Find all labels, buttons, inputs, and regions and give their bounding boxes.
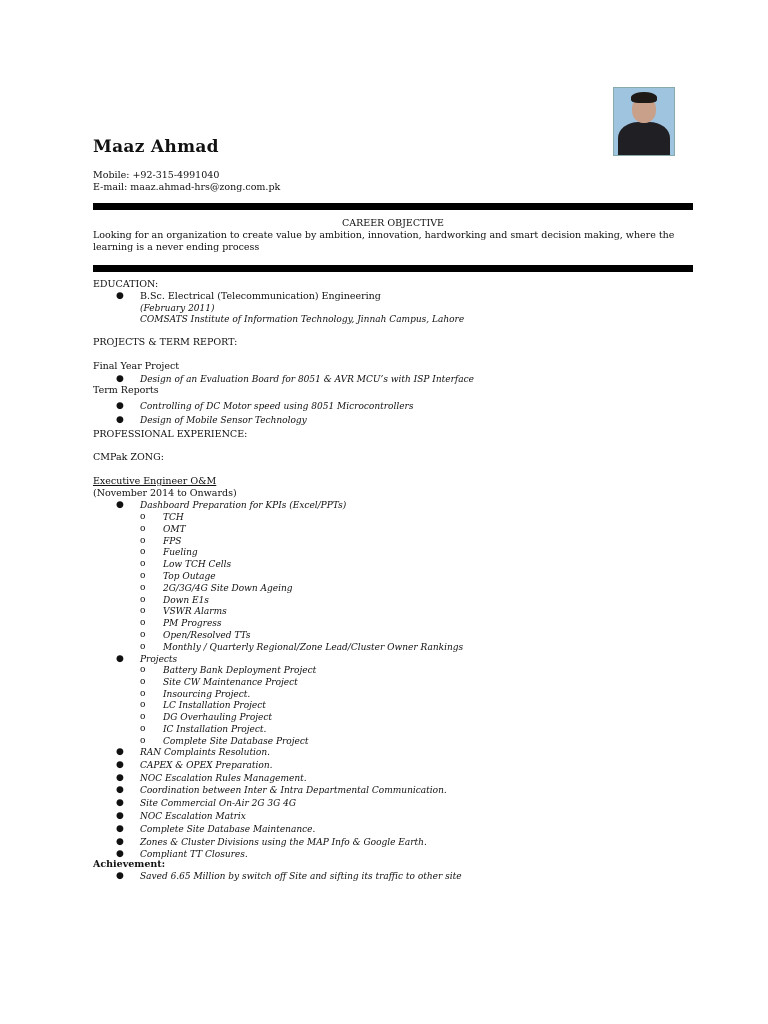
bullet-icon: ● bbox=[116, 836, 124, 847]
projects-label: Projects bbox=[140, 655, 178, 665]
sub-bullet-icon: o bbox=[140, 724, 146, 734]
sub-bullet-icon: o bbox=[140, 523, 146, 534]
job-period: (November 2014 to Onwards) bbox=[93, 488, 237, 499]
project-item: Site CW Maintenance Project bbox=[163, 677, 298, 688]
objective-text: Looking for an organization to create value by ambition, innovation, hardworking and smart decision making, where the learning is a never ending process bbox=[93, 230, 675, 253]
project-item: Battery Bank Deployment Project bbox=[163, 666, 317, 676]
dashboard-label: Dashboard Preparation for KPIs (Excel/PPTs) bbox=[140, 501, 347, 511]
email-address: E-mail: maaz.ahmad-hrs@zong.com.pk bbox=[93, 182, 281, 193]
sub-bullet-icon: o bbox=[140, 594, 146, 605]
bullet-icon: ● bbox=[116, 785, 124, 796]
resume-name: Maaz Ahmad bbox=[93, 137, 219, 157]
project-item: Insourcing Project. bbox=[163, 689, 251, 700]
bullet-icon: ● bbox=[116, 747, 124, 757]
experience-title: PROFESSIONAL EXPERIENCE: bbox=[93, 429, 248, 440]
dashboard-item: Open/Resolved TTs bbox=[163, 631, 251, 641]
achievement-text: Saved 6.65 Million by switch off Site and sifting its traffic to other site bbox=[140, 872, 462, 882]
project-item: LC Installation Project bbox=[163, 701, 266, 712]
bullet-icon: ● bbox=[116, 772, 124, 783]
sub-bullet-icon: o bbox=[140, 712, 146, 723]
sub-bullet-icon: o bbox=[140, 547, 146, 558]
bullet-icon: ● bbox=[116, 374, 124, 384]
sub-bullet-icon: o bbox=[140, 676, 146, 687]
duty-item: RAN Complaints Resolution. bbox=[140, 748, 271, 758]
dashboard-item: VSWR Alarms bbox=[163, 607, 227, 618]
sub-bullet-icon: o bbox=[140, 700, 146, 711]
duty-item: Complete Site Database Maintenance. bbox=[140, 824, 316, 835]
duty-item: Coordination between Inter & Intra Departmental Communication. bbox=[140, 786, 447, 797]
bullet-icon: ● bbox=[116, 849, 124, 860]
dashboard-item: Down E1s bbox=[163, 595, 209, 606]
sub-bullet-icon: o bbox=[140, 571, 146, 581]
dashboard-item: FPS bbox=[163, 536, 182, 547]
bullet-icon: ● bbox=[116, 500, 124, 510]
education-title: EDUCATION: bbox=[93, 279, 159, 290]
profile-photo bbox=[613, 87, 675, 156]
dashboard-item: TCH bbox=[163, 513, 184, 523]
dashboard-item: PM Progress bbox=[163, 619, 222, 630]
bullet-icon: ● bbox=[116, 654, 124, 664]
education-degree: B.Sc. Electrical (Telecommunication) Engineering bbox=[140, 291, 381, 302]
bullet-icon: ● bbox=[116, 759, 124, 770]
term-item: Design of Mobile Sensor Technology bbox=[140, 416, 307, 426]
sub-bullet-icon: o bbox=[140, 665, 146, 675]
duty-item: Site Commercial On-Air 2G 3G 4G bbox=[140, 799, 297, 810]
dashboard-item: Top Outage bbox=[163, 572, 216, 582]
project-item: Complete Site Database Project bbox=[163, 736, 309, 747]
projects-title: PROJECTS & TERM REPORT: bbox=[93, 337, 238, 348]
dashboard-item: Low TCH Cells bbox=[163, 560, 232, 571]
sub-bullet-icon: o bbox=[140, 618, 146, 629]
photo-hair bbox=[631, 92, 657, 103]
bullet-icon: ● bbox=[116, 871, 124, 881]
duty-item: CAPEX & OPEX Preparation. bbox=[140, 760, 273, 771]
sub-bullet-icon: o bbox=[140, 559, 146, 570]
duty-item: Compliant TT Closures. bbox=[140, 850, 248, 861]
sub-bullet-icon: o bbox=[140, 606, 146, 617]
bullet-icon: ● bbox=[116, 823, 124, 834]
fyp-label: Final Year Project bbox=[93, 361, 180, 372]
sub-bullet-icon: o bbox=[140, 641, 146, 652]
bullet-icon: ● bbox=[116, 798, 124, 809]
fyp-item: Design of an Evaluation Board for 8051 & AVR MCU’s with ISP Interface bbox=[140, 375, 474, 385]
sub-bullet-icon: o bbox=[140, 535, 146, 546]
dashboard-item: 2G/3G/4G Site Down Ageing bbox=[163, 583, 293, 594]
objective-title: CAREER OBJECTIVE bbox=[342, 218, 444, 229]
company-name: CMPak ZONG: bbox=[93, 452, 164, 463]
photo-body bbox=[618, 122, 670, 156]
duty-item: Zones & Cluster Divisions using the MAP Info & Google Earth. bbox=[140, 837, 427, 848]
achievement-label: Achievement: bbox=[93, 859, 166, 870]
sub-bullet-icon: o bbox=[140, 630, 146, 640]
project-item: IC Installation Project. bbox=[163, 725, 267, 735]
sub-bullet-icon: o bbox=[140, 512, 146, 522]
mobile-number: Mobile: +92-315-4991040 bbox=[93, 170, 220, 181]
duty-item: NOC Escalation Matrix bbox=[140, 812, 246, 822]
term-item: Controlling of DC Motor speed using 8051 Microcontrollers bbox=[140, 402, 414, 412]
project-item: DG Overhauling Project bbox=[163, 713, 273, 724]
dashboard-item: Fueling bbox=[163, 548, 198, 559]
job-role: Executive Engineer O&M bbox=[93, 476, 217, 487]
sub-bullet-icon: o bbox=[140, 688, 146, 699]
sub-bullet-icon: o bbox=[140, 582, 146, 593]
dashboard-item: OMT bbox=[163, 524, 186, 535]
bullet-icon: ● bbox=[116, 291, 124, 301]
education-institute: COMSATS Institute of Information Technology, Jinnah Campus, Lahore bbox=[140, 315, 465, 325]
dashboard-item: Monthly / Quarterly Regional/Zone Lead/Cluster Owner Rankings bbox=[163, 642, 464, 653]
sub-bullet-icon: o bbox=[140, 735, 146, 746]
bullet-icon: ● bbox=[116, 415, 124, 425]
divider-bottom bbox=[93, 265, 693, 272]
bullet-icon: ● bbox=[116, 401, 124, 411]
divider-top bbox=[93, 203, 693, 210]
duty-item: NOC Escalation Rules Management. bbox=[140, 773, 307, 784]
bullet-icon: ● bbox=[116, 811, 124, 821]
education-date: (February 2011) bbox=[140, 304, 215, 314]
term-label: Term Reports bbox=[93, 385, 159, 396]
